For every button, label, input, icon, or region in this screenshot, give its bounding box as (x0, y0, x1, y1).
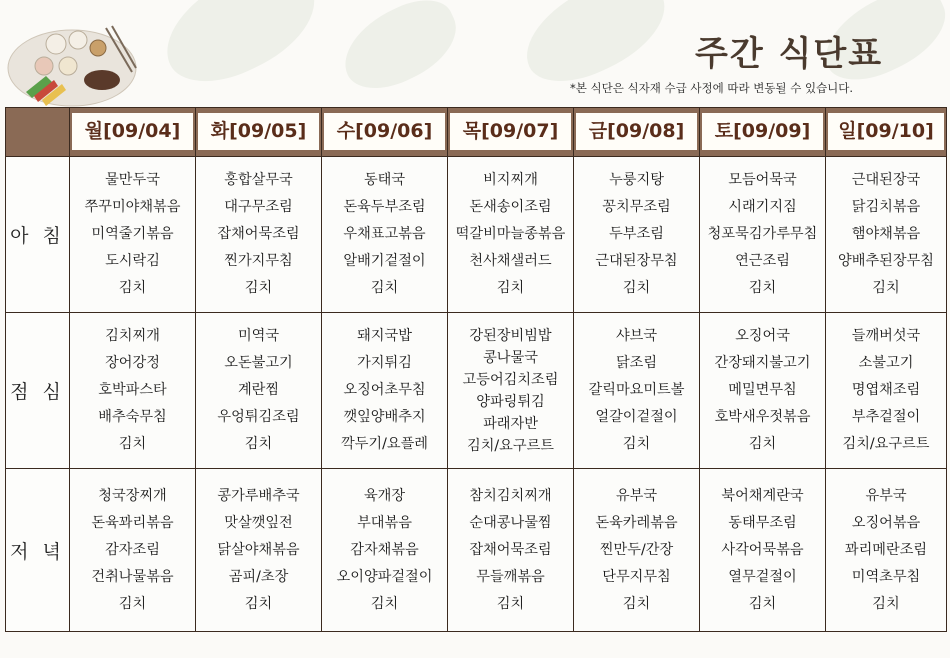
menu-item: 잡채어묵조림 (217, 226, 300, 242)
menu-cell-tue (196, 313, 322, 469)
menu-item: 김치 (118, 436, 147, 452)
menu-item: 잡채어묵조림 (469, 541, 552, 558)
menu-item: 계란찜 (237, 382, 280, 398)
menu-item: 우엉튀김조림 (217, 409, 300, 425)
menu-cell-sun (826, 469, 947, 632)
menu-item: 단무지무침 (602, 568, 671, 585)
menu-item: 건취나물볶음 (91, 568, 174, 585)
menu-item: 양파링튀김 (476, 393, 545, 410)
menu-item: 김치 (622, 436, 651, 452)
menu-item: 김치 (872, 595, 900, 612)
meal-row-breakfast (6, 157, 947, 313)
menu-item: 명엽채조림 (851, 382, 921, 398)
day-label: 금[09/08] (576, 113, 697, 150)
menu-item: 김치 (748, 280, 777, 296)
menu-item: 두부조림 (609, 226, 664, 242)
menu-item: 호박파스타 (98, 382, 167, 398)
menu-item: 들깨버섯국 (851, 328, 921, 344)
menu-item: 청국장찌개 (98, 487, 167, 504)
menu-item: 돼지국밥 (357, 328, 412, 344)
menu-item: 메밀면무침 (728, 382, 797, 398)
menu-item: 미역국 (237, 328, 280, 344)
day-label: 토[09/09] (702, 113, 823, 150)
menu-item: 깍두기/요플레 (340, 436, 428, 452)
day-header-sat (700, 108, 826, 157)
menu-item: 북어채계란국 (721, 487, 804, 504)
menu-item: 찐가지무침 (224, 253, 293, 269)
menu-item: 강된장비빔밥 (469, 327, 552, 344)
menu-item: 김치 (244, 436, 273, 452)
menu-item: 콩나물국 (483, 349, 538, 366)
menu-item: 돈새송이조림 (469, 199, 552, 215)
menu-item: 근대된장국 (851, 172, 921, 188)
menu-item: 오징어볶음 (851, 514, 921, 531)
menu-cell-mon (70, 157, 196, 313)
menu-item: 콩가루배추국 (217, 487, 300, 504)
menu-item: 김치 (622, 280, 651, 296)
day-header-sun (826, 108, 947, 157)
menu-item: 부대볶음 (357, 514, 412, 531)
menu-item: 김치 (118, 280, 147, 296)
menu-item: 무들깨볶음 (476, 568, 545, 585)
menu-item: 미역줄기볶음 (91, 226, 174, 242)
menu-item: 간장돼지불고기 (714, 355, 811, 371)
menu-item: 오돈불고기 (224, 355, 293, 371)
menu-item: 김치 (370, 280, 399, 296)
menu-item: 김치 (496, 280, 525, 296)
menu-item: 장어강정 (105, 355, 160, 371)
menu-item: 비지찌개 (483, 172, 538, 188)
food-plate-illustration (6, 22, 138, 108)
menu-item: 김치 (244, 280, 273, 296)
day-label: 수[09/06] (324, 113, 445, 150)
menu-item: 감자채볶음 (350, 541, 419, 558)
menu-item: 호박새우젓볶음 (714, 409, 811, 425)
menu-item: 천사채샐러드 (469, 253, 552, 269)
menu-item: 쭈꾸미야채볶음 (84, 199, 181, 215)
menu-item: 유부국 (865, 487, 907, 504)
menu-change-notice: *본 식단은 식자재 수급 사정에 따라 변동될 수 있습니다. (570, 81, 854, 95)
background-leaf (331, 0, 469, 102)
menu-item: 고등어김치조림 (462, 371, 559, 388)
menu-item: 사각어묵볶음 (721, 541, 804, 558)
menu-item: 꽈리메란조림 (844, 541, 928, 558)
menu-item: 김치 (370, 595, 399, 612)
meal-row-lunch (6, 313, 947, 469)
menu-item: 김치 (244, 595, 273, 612)
menu-item: 연근조림 (735, 253, 790, 269)
menu-item: 김치찌개 (105, 328, 160, 344)
menu-item: 닭김치볶음 (851, 199, 921, 215)
menu-item: 동태무조림 (728, 514, 797, 531)
menu-item: 김치 (872, 280, 900, 296)
menu-cell-wed (322, 313, 448, 469)
menu-item: 샤브국 (615, 328, 658, 344)
menu-item: 열무겉절이 (728, 568, 797, 585)
menu-item: 돈육꽈리볶음 (91, 514, 174, 531)
day-label: 화[09/05] (198, 113, 319, 150)
day-header-row (6, 108, 947, 157)
menu-cell-sun (826, 157, 947, 313)
day-header-tue (196, 108, 322, 157)
menu-item: 닭살야채볶음 (217, 541, 300, 558)
menu-item: 부추겉절이 (851, 409, 921, 425)
page-title: 주간 식단표 (695, 34, 884, 74)
menu-item: 배추숙무침 (98, 409, 167, 425)
menu-item: 소불고기 (858, 355, 914, 371)
menu-cell-thu (448, 469, 574, 632)
menu-cell-mon (70, 469, 196, 632)
meal-label-lunch: 점 심 (6, 313, 70, 469)
weekly-menu-table (5, 107, 947, 632)
menu-item: 우채표고볶음 (343, 226, 426, 242)
menu-item: 홍합살무국 (224, 172, 293, 188)
background-leaf (148, 0, 331, 100)
menu-item: 오이양파겉절이 (336, 568, 433, 585)
menu-item: 누룽지탕 (609, 172, 664, 188)
menu-item: 오징어국 (735, 328, 790, 344)
meal-label-dinner: 저 녁 (6, 469, 70, 632)
menu-item: 모듬어묵국 (728, 172, 797, 188)
menu-item: 곰피/초장 (228, 568, 289, 585)
menu-item: 물만두국 (105, 172, 160, 188)
menu-cell-thu (448, 157, 574, 313)
header-corner (6, 108, 70, 157)
menu-item: 돈육두부조림 (343, 199, 426, 215)
menu-item: 감자조림 (105, 541, 160, 558)
menu-item: 가지튀김 (357, 355, 412, 371)
menu-item: 맛살깻잎전 (224, 514, 293, 531)
menu-item: 김치 (496, 595, 525, 612)
menu-item: 청포묵김가루무침 (707, 226, 818, 242)
menu-item: 시래기지짐 (728, 199, 797, 215)
day-header-wed (322, 108, 448, 157)
menu-item: 찐만두/간장 (599, 541, 674, 558)
day-header-thu (448, 108, 574, 157)
menu-item: 김치 (118, 595, 147, 612)
menu-cell-sat (700, 157, 826, 313)
menu-cell-tue (196, 469, 322, 632)
menu-item: 참치김치찌개 (469, 487, 552, 504)
menu-cell-sun (826, 313, 947, 469)
menu-item: 동태국 (363, 172, 406, 188)
day-label: 일[09/10] (828, 113, 944, 150)
menu-cell-mon (70, 313, 196, 469)
menu-item: 오징어초무침 (343, 382, 426, 398)
menu-item: 햄야채볶음 (851, 226, 921, 242)
menu-item: 유부국 (615, 487, 658, 504)
menu-item: 미역초무침 (851, 568, 921, 585)
menu-cell-wed (322, 157, 448, 313)
menu-item: 육개장 (363, 487, 406, 504)
menu-cell-sat (700, 313, 826, 469)
menu-item: 대구무조림 (224, 199, 293, 215)
meal-label-breakfast: 아 침 (6, 157, 70, 313)
day-header-fri (574, 108, 700, 157)
menu-item: 김치 (748, 436, 777, 452)
menu-cell-fri (574, 469, 700, 632)
menu-item: 김치/요구르트 (842, 436, 930, 452)
menu-item: 알배기겉절이 (343, 253, 426, 269)
menu-item: 깻잎양배추지 (343, 409, 426, 425)
day-label: 목[09/07] (450, 113, 571, 150)
menu-item: 떡갈비마늘종볶음 (455, 226, 566, 242)
menu-item: 파래자반 (483, 415, 538, 432)
menu-body (6, 157, 947, 632)
menu-cell-sat (700, 469, 826, 632)
menu-item: 돈육카레볶음 (595, 514, 678, 531)
menu-cell-fri (574, 157, 700, 313)
meal-row-dinner (6, 469, 947, 632)
menu-item: 꽁치무조림 (602, 199, 671, 215)
menu-item: 얼갈이겉절이 (595, 409, 678, 425)
menu-item: 도시락김 (105, 253, 160, 269)
day-header-mon (70, 108, 196, 157)
menu-cell-wed (322, 469, 448, 632)
menu-item: 닭조림 (615, 355, 658, 371)
menu-cell-tue (196, 157, 322, 313)
menu-item: 양배추된장무침 (838, 253, 934, 269)
menu-item: 갈릭마요미트볼 (588, 382, 685, 398)
menu-item: 김치/요구르트 (466, 437, 554, 454)
menu-item: 김치 (748, 595, 777, 612)
day-label: 월[09/04] (72, 113, 193, 150)
menu-cell-thu (448, 313, 574, 469)
menu-item: 순대콩나물찜 (469, 514, 552, 531)
menu-item: 김치 (622, 595, 651, 612)
menu-cell-fri (574, 313, 700, 469)
menu-item: 근대된장무침 (595, 253, 678, 269)
